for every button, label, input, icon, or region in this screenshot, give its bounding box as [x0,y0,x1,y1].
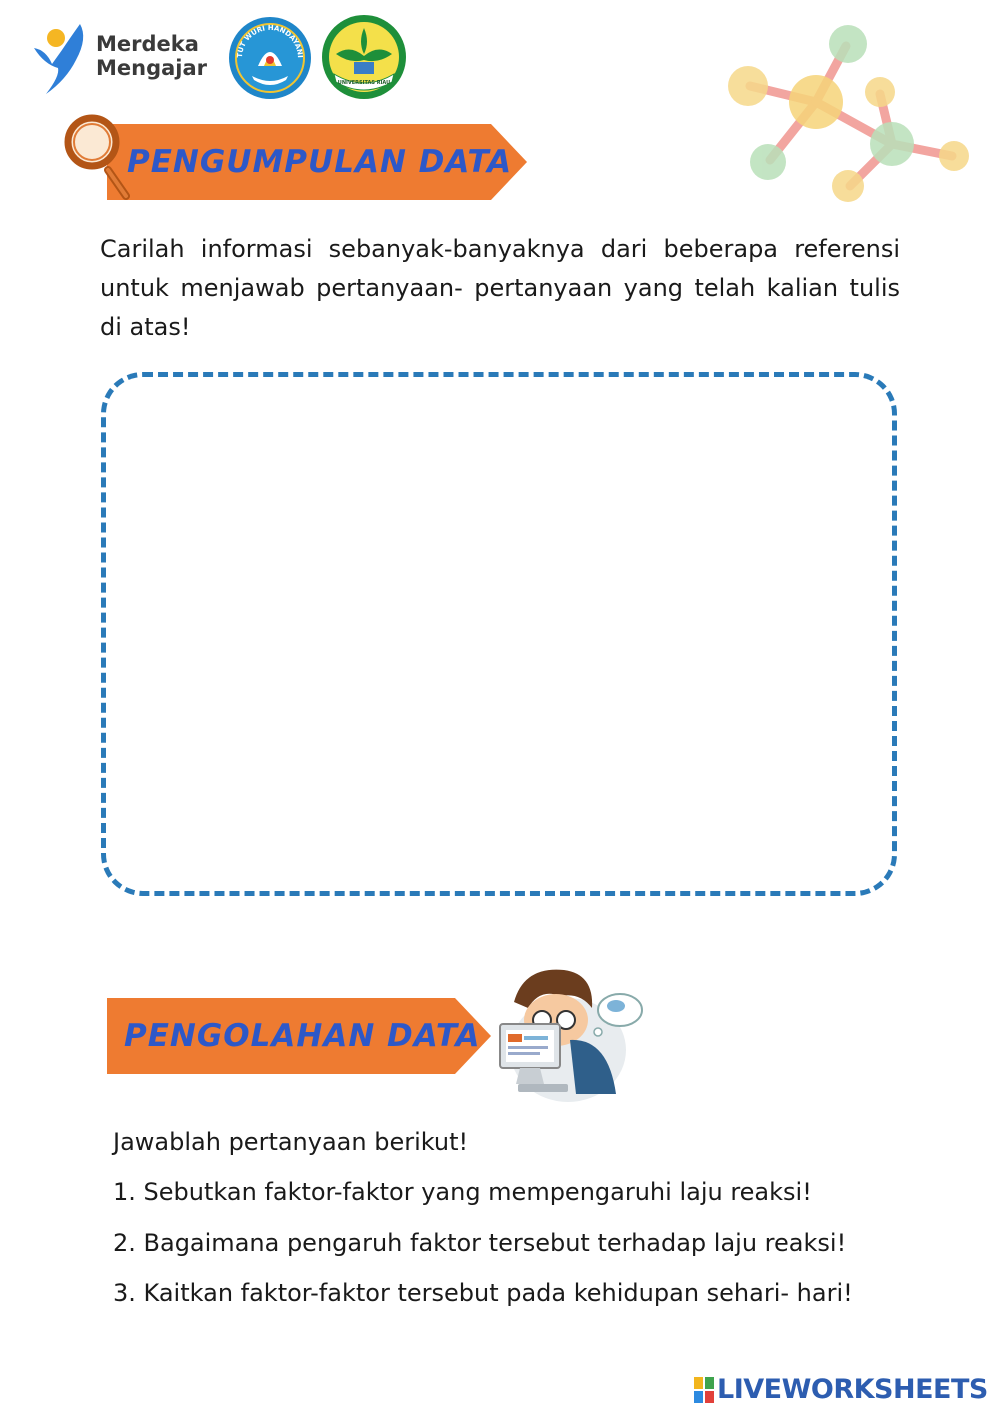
question-3: 3. Kaitkan faktor-faktor tersebut pada kehidupan sehari- hari! [113,1279,853,1307]
molecule-illustration [720,18,980,208]
merdeka-mengajar-logo [32,20,227,98]
pengolahan-data-title: PENGOLAHAN DATA [124,1018,481,1054]
collect-instruction: Carilah informasi sebanyak-banyaknya dari beberapa referensi untuk menjawab pertanyaan- pertanyaan yang telah kalian tulis di atas! [100,235,900,341]
liveworksheets-wordmark: LIVEWORKSHEETS [717,1374,988,1405]
pengumpulan-data-title: PENGUMPULAN DATA [127,144,513,180]
process-intro: Jawablah pertanyaan berikut! [113,1128,469,1156]
logo-line-1: Merdeka [96,32,199,56]
university-logo [320,14,408,100]
liveworksheets-icon [694,1377,714,1403]
answer-box[interactable] [101,372,897,896]
merdeka-mengajar-icon [32,20,96,98]
university-ribbon-text: UNIVERSITAS RIAU [337,80,391,86]
tutwuri-arc-text: TUT WURI HANDAYANI [235,23,305,59]
logo-line-2: Mengajar [96,56,208,80]
question-2: 2. Bagaimana pengaruh faktor tersebut terhadap laju reaksi! [113,1229,847,1257]
tut-wuri-handayani-logo [228,16,312,100]
magnifier-icon [64,112,144,208]
question-1: 1. Sebutkan faktor-faktor yang mempengaruhi laju reaksi! [113,1178,812,1206]
student-computer-illustration [484,962,650,1106]
